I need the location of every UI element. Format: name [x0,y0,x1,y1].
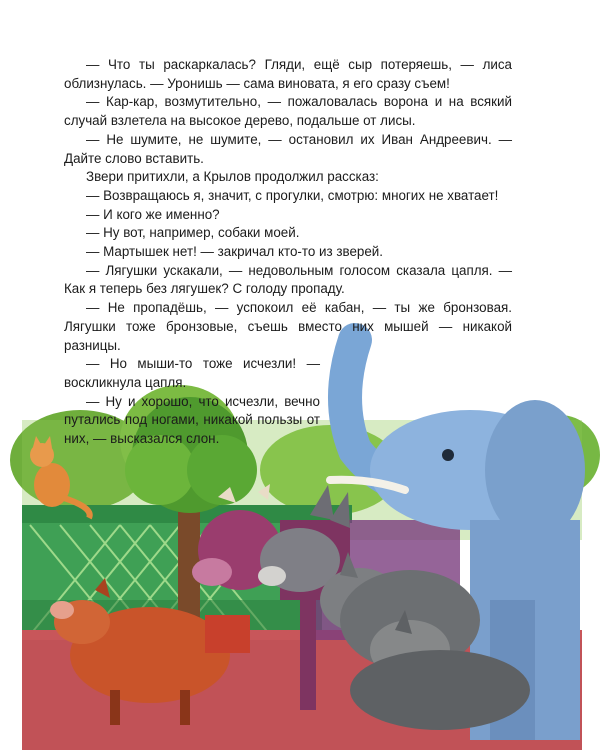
paragraph: — Мартышек нет! — закричал кто-то из зверей. [86,244,383,260]
paragraph: — Ну вот, например, собаки моей. [86,225,300,241]
paragraph: — Но мыши-то тоже исчезли! — воскликнула цапля. [64,356,320,390]
paragraph: — Что ты раскаркалась? Гляди, ещё сыр потеряешь, — лиса облизнулась. — Уронишь — сама виновата, я его сразу съем! [64,57,512,91]
paragraph: — Не пропадёшь, — успокоил её кабан, — ты же бронзовая. Лягушки тоже бронзовые, съешь вместо них мышей — никакой разницы. [64,300,512,353]
paragraph: — Возвращаюсь я, значит, с прогулки, смотрю: многих не хватает! [86,187,499,203]
paragraph: Звери притихли, а Крылов продолжил рассказ: [86,169,379,185]
paragraph: — Не шумите, не шумите, — остановил их Иван Андреевич. — Дайте слово вставить. [64,131,512,166]
flower-box [205,615,250,653]
story-text [64,56,512,449]
paragraph: — Лягушки ускакали, — недовольным голосом сказала цапля. — Как я теперь без лягушек? С голоду пропаду. [64,262,512,297]
paragraph: — Кар-кар, возмутительно, — пожаловалась ворона и на всякий случай взлетела на высокое дерево, подальше от лисы. [64,94,512,129]
paragraph: — Ну и хорошо, что исчезли, вечно путались под ногами, никакой пользы от них, — высказался слон. [64,393,320,447]
narrow-text-column [64,355,512,449]
paragraph: — И кого же именно? [86,206,220,222]
